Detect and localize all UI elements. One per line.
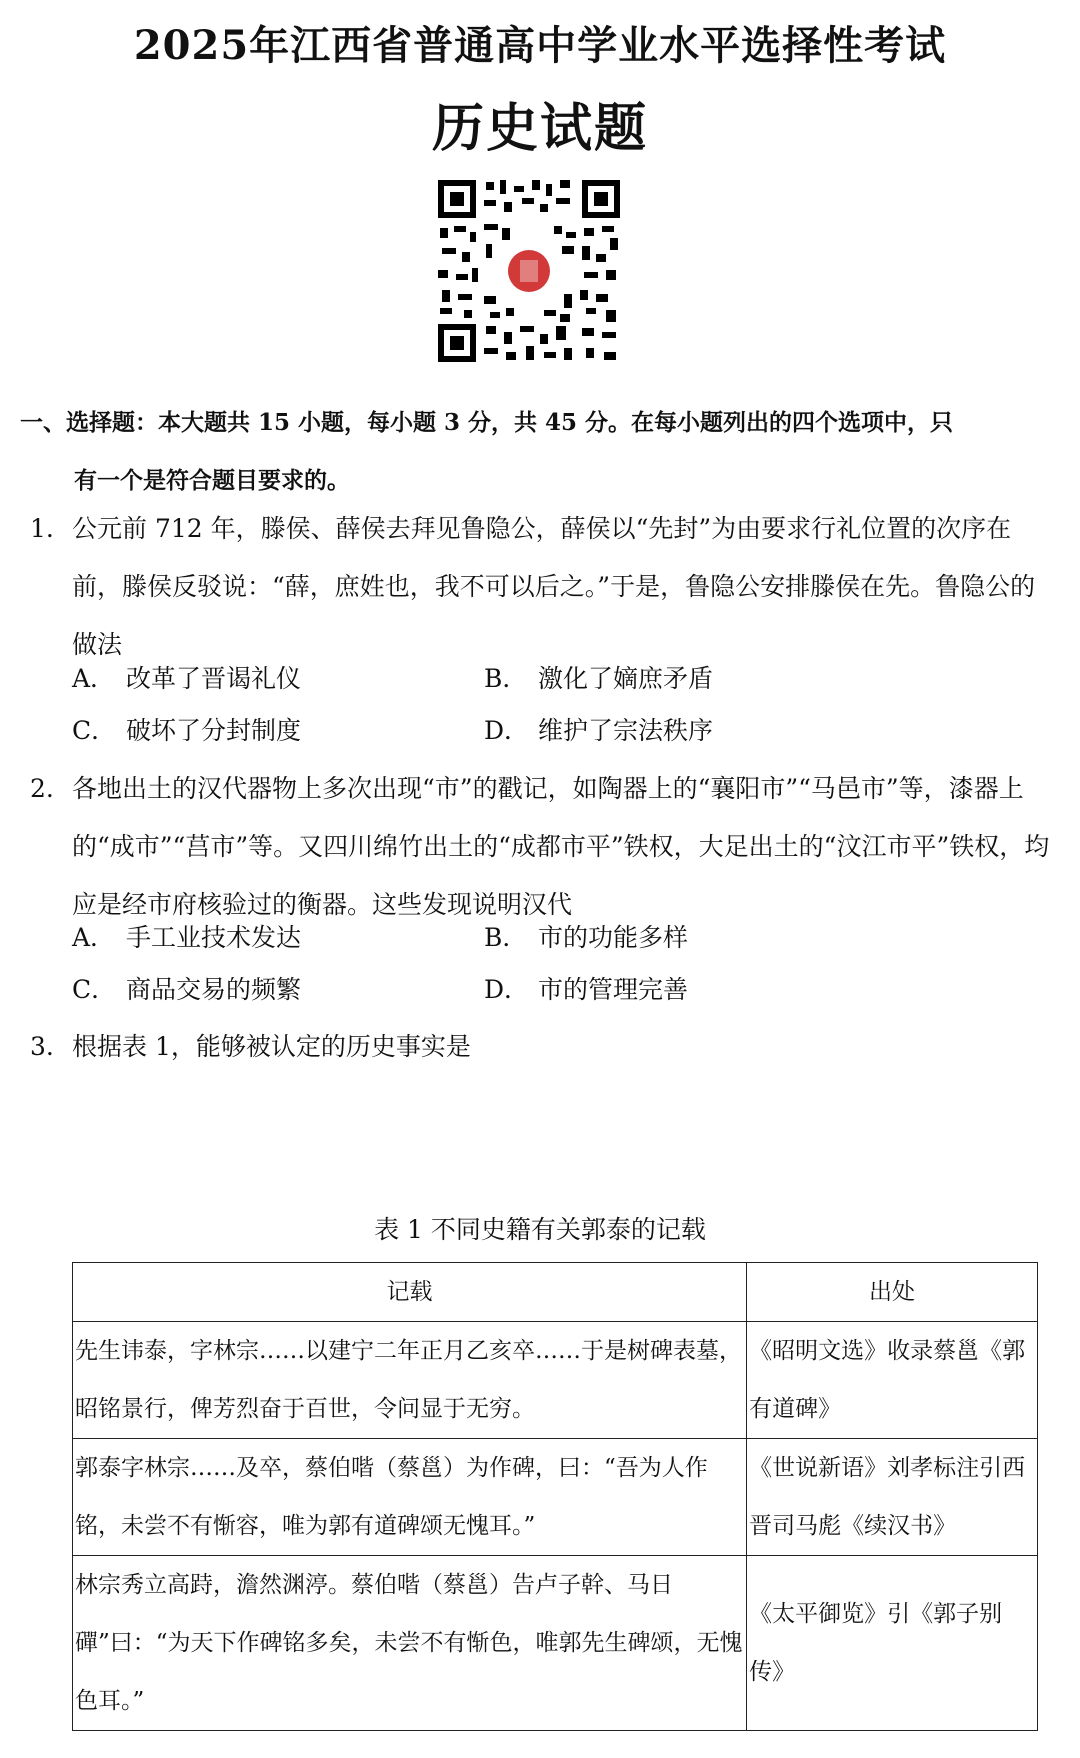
history-records-table	[72, 1262, 1038, 1731]
exam-title: 2025年江西省普通高中学业水平选择性考试	[133, 22, 947, 69]
option-text: 激化了嫡庶矛盾	[538, 664, 714, 693]
option-text: 市的管理完善	[538, 975, 689, 1004]
table-cell-record: 林宗秀立高跱，澹然渊渟。蔡伯喈（蔡邕）告卢子幹、马日磾”曰：“为天下作碑铭多矣，未尝不有惭色，唯郭先生碑颂，无愧色耳。”	[73, 1556, 747, 1731]
option-text: 市的功能多样	[538, 923, 689, 952]
option-letter: B．	[484, 664, 528, 693]
question-number: 1.	[30, 514, 54, 543]
option-d[interactable]	[484, 711, 713, 747]
option-letter: A．	[72, 923, 116, 952]
table-cell-source: 《昭明文选》收录蔡邕《郭有道碑》	[747, 1322, 1038, 1439]
qr-code	[434, 176, 624, 366]
table-cell-record: 先生讳泰，字林宗……以建宁二年正月乙亥卒……于是树碑表墓，昭铭景行，俾芳烈奋于百世，令问显于无穷。	[73, 1322, 747, 1439]
table-cell-source: 《世说新语》刘孝标注引西晋司马彪《续汉书》	[747, 1439, 1038, 1556]
question-1	[30, 500, 1050, 674]
option-letter: B．	[484, 923, 528, 952]
option-text: 手工业技术发达	[126, 923, 302, 952]
question-number: 3.	[30, 1032, 54, 1061]
table-caption: 表 1 不同史籍有关郭泰的记载	[374, 1215, 706, 1244]
option-letter: A．	[72, 664, 116, 693]
question-number: 2.	[30, 774, 54, 803]
option-text: 商品交易的频繁	[126, 975, 302, 1004]
table-header-row	[73, 1263, 1038, 1322]
question-stem: 各地出土的汉代器物上多次出现“市”的戳记，如陶器上的“襄阳市”“马邑市”等，漆器上的“成市”“莒市”等。又四川绵竹出土的“成都市平”铁权，大足出土的“汶江市平”铁权，均应是经市府核验过的衡器。这些发现说明汉代	[72, 774, 1050, 919]
option-a[interactable]	[72, 918, 301, 954]
option-letter: C．	[72, 716, 117, 745]
table-cell-source: 《太平御览》引《郭子别传》	[747, 1556, 1038, 1731]
option-text: 破坏了分封制度	[126, 716, 302, 745]
option-text: 维护了宗法秩序	[538, 716, 714, 745]
question-stem: 公元前 712 年，滕侯、薛侯去拜见鲁隐公，薛侯以“先封”为由要求行礼位置的次序在前，滕侯反驳说：“薛，庶姓也，我不可以后之。”于是，鲁隐公安排滕侯在先。鲁隐公的做法	[72, 514, 1036, 659]
option-text: 改革了晋谒礼仪	[126, 664, 302, 693]
question-2	[30, 760, 1050, 934]
section-heading-line1: 一、选择题：本大题共 15 小题，每小题 3 分，共 45 分。在每小题列出的四个选项中，只	[20, 409, 954, 436]
section-heading-line2: 有一个是符合题目要求的。	[74, 467, 350, 494]
option-c[interactable]	[72, 711, 301, 747]
exam-subject-title: 历史试题	[431, 98, 648, 159]
table-row	[73, 1439, 1038, 1556]
option-a[interactable]	[72, 659, 301, 695]
option-b[interactable]	[484, 918, 688, 954]
question-3	[30, 1018, 1050, 1076]
table-row	[73, 1322, 1038, 1439]
option-b[interactable]	[484, 659, 713, 695]
option-letter: C．	[72, 975, 117, 1004]
option-d[interactable]	[484, 970, 688, 1006]
table-header-record: 记载	[73, 1263, 747, 1322]
option-letter: D．	[484, 975, 530, 1004]
table-row	[73, 1556, 1038, 1731]
section-heading	[20, 394, 1060, 510]
option-c[interactable]	[72, 970, 301, 1006]
question-stem: 根据表 1，能够被认定的历史事实是	[72, 1032, 471, 1061]
table-header-source: 出处	[747, 1263, 1038, 1322]
table-cell-record: 郭泰字林宗……及卒，蔡伯喈（蔡邕）为作碑，曰：“吾为人作铭，未尝不有惭容，唯为郭有道碑颂无愧耳。”	[73, 1439, 747, 1556]
option-letter: D．	[484, 716, 530, 745]
